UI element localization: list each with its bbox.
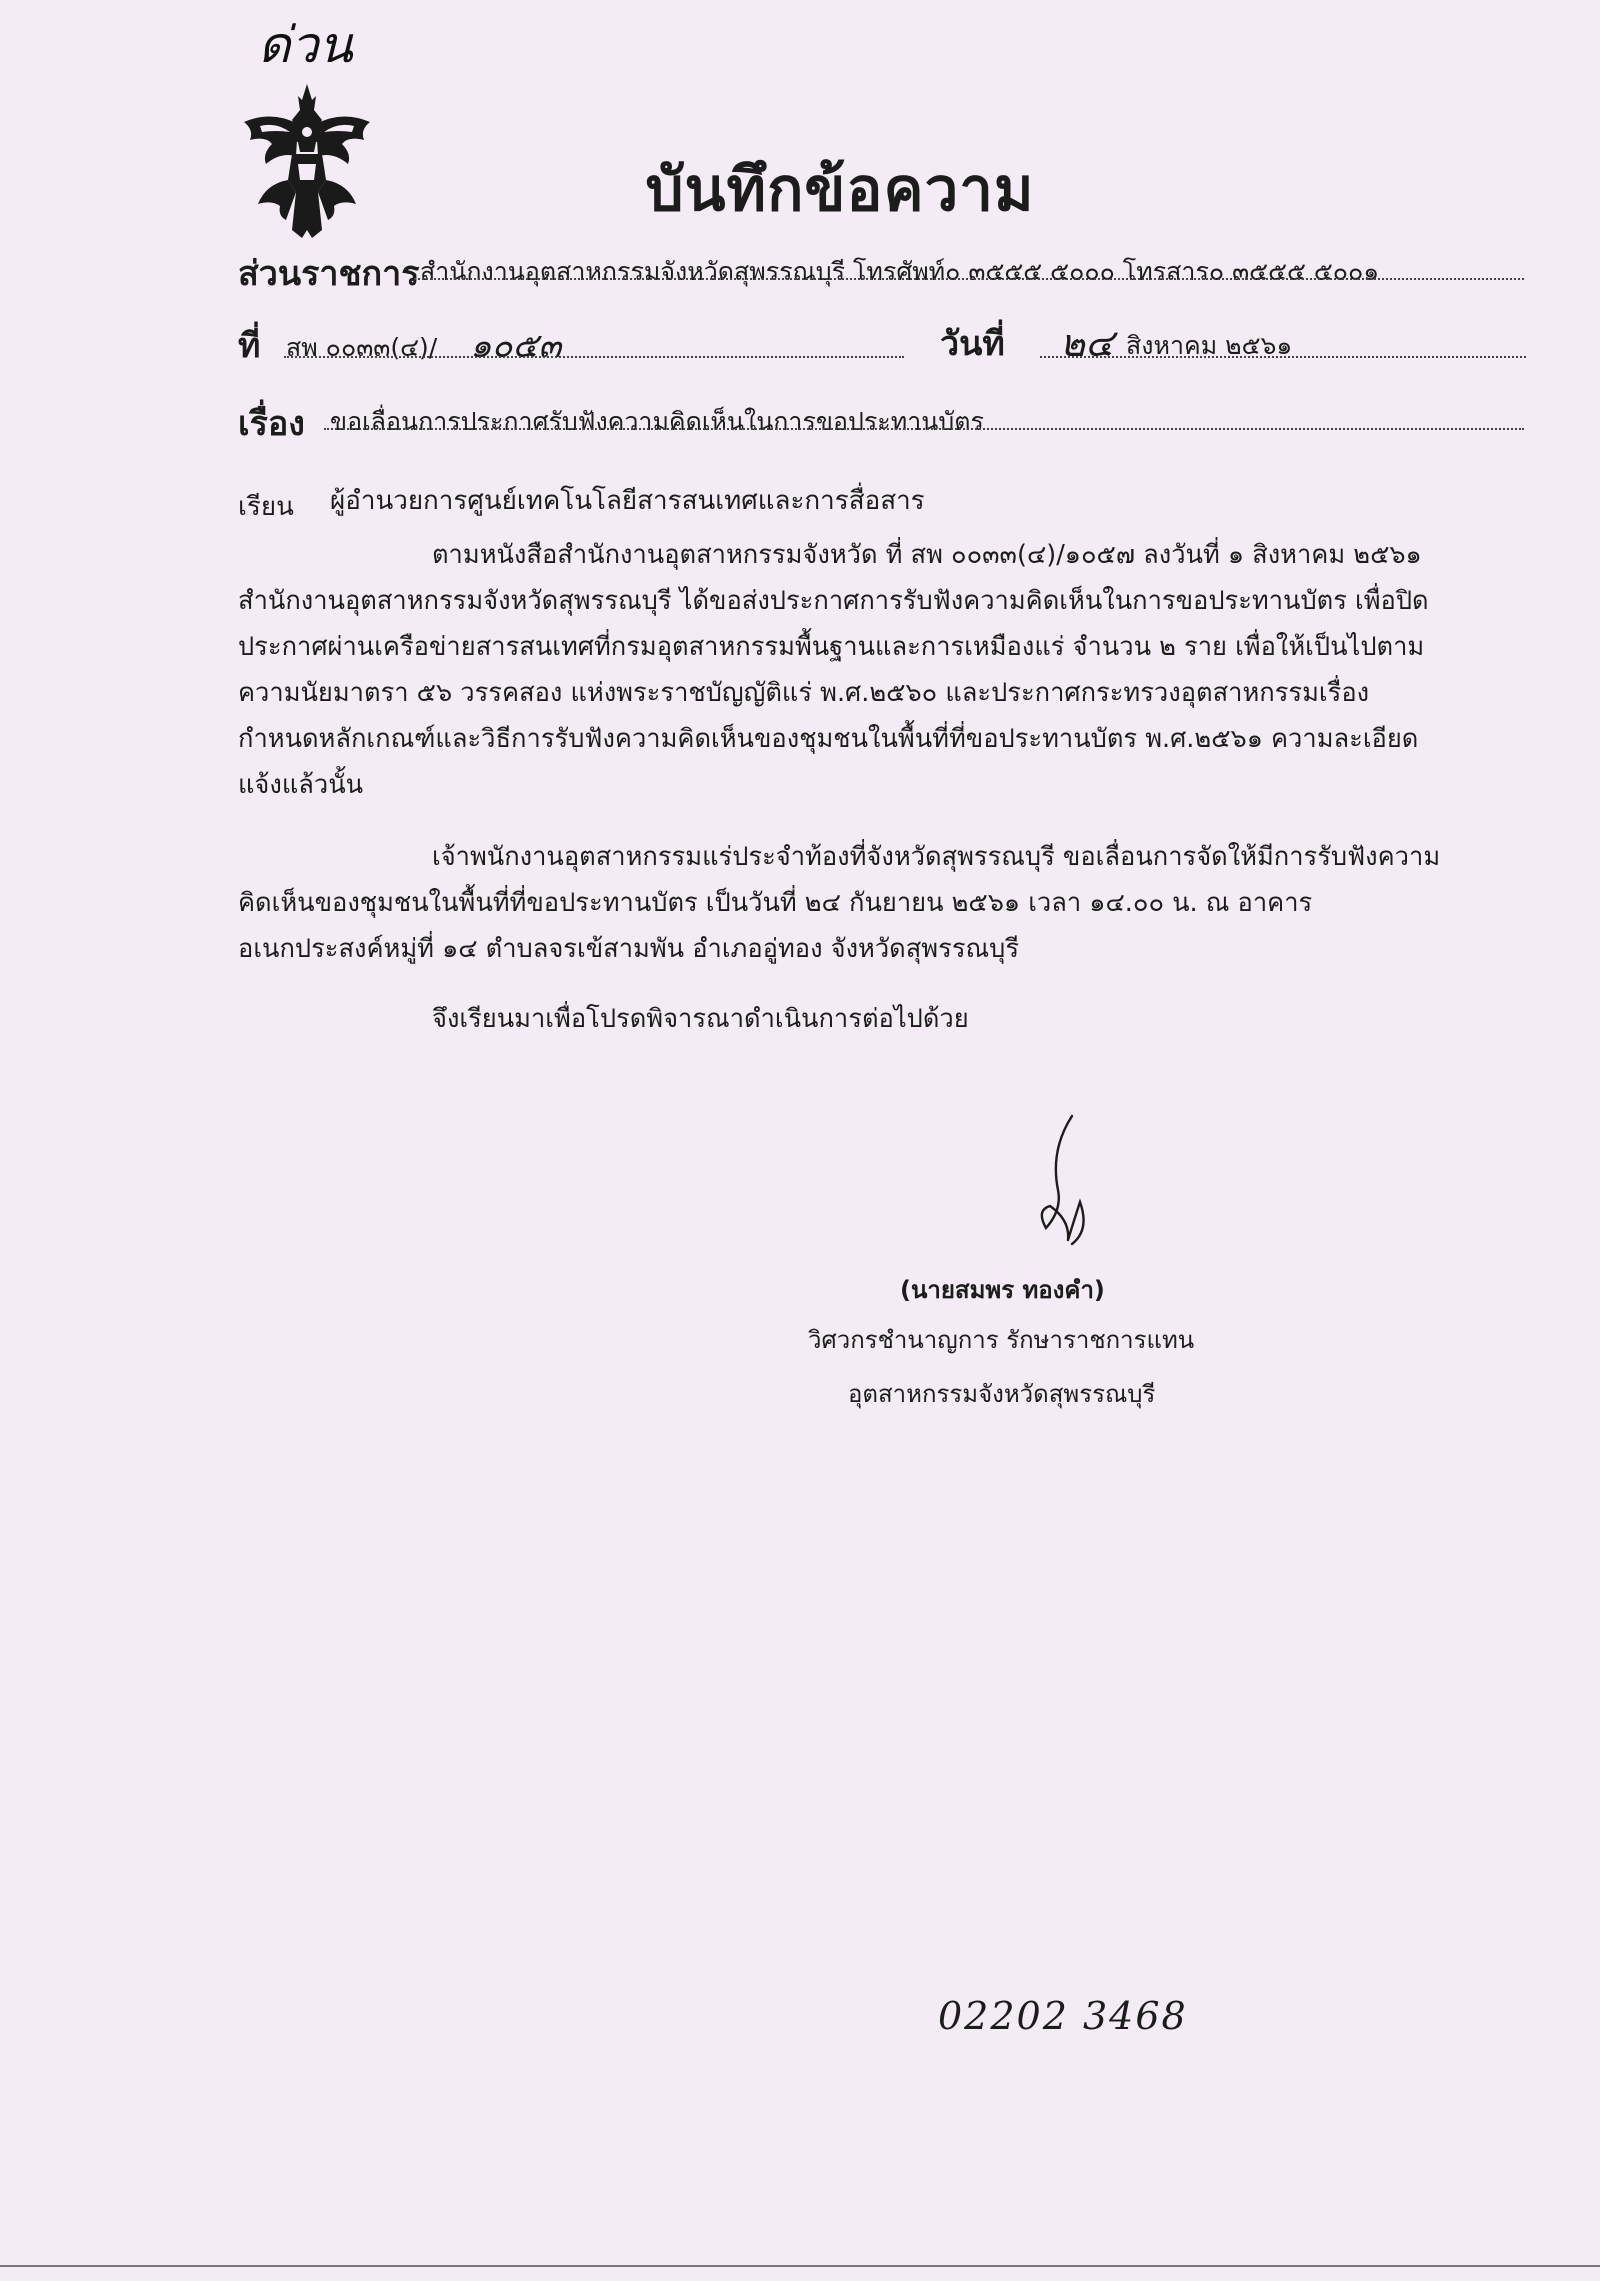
ref-handwritten: ๑๐๕๓ <box>470 326 562 366</box>
paragraph-line: เจ้าพนักงานอุตสาหกรรมแร่ประจำท้องที่จังหวัดสุพรรณบุรี ขอเลื่อนการจัดให้มีการรับฟังความ <box>432 842 1441 872</box>
paragraph-line: แจ้งแล้วนั้น <box>238 770 364 800</box>
closing-text: จึงเรียนมาเพื่อโปรดพิจารณาดำเนินการต่อไปด้วย <box>432 1004 969 1034</box>
date-dotline <box>1040 356 1526 358</box>
bottom-rule <box>0 2265 1600 2267</box>
receipt-number: 02202 3468 <box>938 1994 1188 2038</box>
salutation-value: ผู้อำนวยการศูนย์เทคโนโลยีสารสนเทศและการสื่อสาร <box>330 486 925 516</box>
signer-name: (นายสมพร ทองคำ) <box>900 1276 1105 1304</box>
ref-value: สพ ๐๐๓๓(๔)/ <box>286 333 438 362</box>
paragraph-line: อเนกประสงค์หมู่ที่ ๑๔ ตำบลจรเข้สามพัน อำเภออู่ทอง จังหวัดสุพรรณบุรี <box>238 934 1020 964</box>
document-title: บันทึกข้อความ <box>645 155 1035 225</box>
paragraph-line: กำหนดหลักเกณฑ์และวิธีการรับฟังความคิดเห็นของชุมชนในพื้นที่ที่ขอประทานบัตร พ.ศ.๒๕๖๑ ความละเอียด <box>238 724 1419 754</box>
paragraph-line: สำนักงานอุตสาหกรรมจังหวัดสุพรรณบุรี ได้ขอส่งประกาศการรับฟังความคิดเห็นในการขอประทานบัตร เพื่อปิด <box>238 586 1429 616</box>
paragraph-line: ความนัยมาตรา ๕๖ วรรคสอง แห่งพระราชบัญญัติแร่ พ.ศ.๒๕๖๐ และประกาศกระทรวงอุตสาหกรรมเรื่อง <box>238 678 1370 708</box>
subject-value: ขอเลื่อนการประกาศรับฟังความคิดเห็นในการขอประทานบัตร <box>330 407 984 436</box>
paragraph-line: ประกาศผ่านเครือข่ายสารสนเทศที่กรมอุตสาหกรรมพื้นฐานและการเหมืองแร่ จำนวน ๒ ราย เพื่อให้เป็นไปตาม <box>238 632 1425 662</box>
agency-dotline <box>414 278 1524 280</box>
date-day-handwritten: ๒๔ <box>1060 321 1114 365</box>
paragraph-line: คิดเห็นของชุมชนในพื้นที่ที่ขอประทานบัตร เป็นวันที่ ๒๔ กันยายน ๒๕๖๑ เวลา ๑๔.๐๐ น. ณ อาคาร <box>238 888 1313 918</box>
ref-dotline <box>284 356 904 358</box>
signer-position: วิศวกรชำนาญการ รักษาราชการแทน <box>808 1326 1195 1354</box>
agency-label: ส่วนราชการ <box>238 254 420 294</box>
date-label: วันที่ <box>940 324 1005 364</box>
paragraph-line: ตามหนังสือสำนักงานอุตสาหกรรมจังหวัด ที่ สพ ๐๐๓๓(๔)/๑๐๕๗ ลงวันที่ ๑ สิงหาคม ๒๕๖๑ <box>432 540 1422 570</box>
paragraph-2 <box>238 834 1538 972</box>
salutation-label: เรียน <box>238 492 294 522</box>
subject-dotline <box>324 428 1524 430</box>
date-value: สิงหาคม ๒๕๖๑ <box>1126 331 1293 360</box>
ref-label: ที่ <box>238 326 261 366</box>
paragraph-1 <box>238 532 1538 808</box>
signer-office: อุตสาหกรรมจังหวัดสุพรรณบุรี <box>848 1380 1156 1408</box>
signature-icon <box>1010 1110 1130 1260</box>
subject-label: เรื่อง <box>238 404 305 444</box>
agency-value: สำนักงานอุตสาหกรรมจังหวัดสุพรรณบุรี โทรศัพท์๐ ๓๕๕๕ ๕๐๐๐ โทรสาร๐ ๓๕๕๕ ๕๐๐๑ <box>420 257 1380 286</box>
urgent-mark: ด่วน <box>258 16 353 74</box>
